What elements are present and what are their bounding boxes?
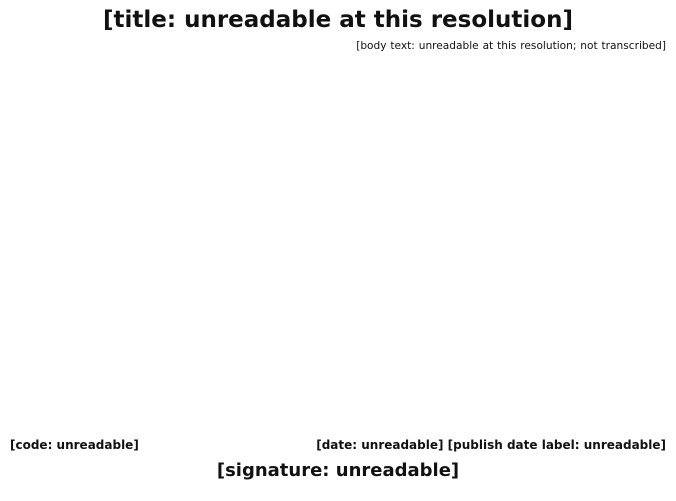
publication-date-value: [date: unreadable] xyxy=(316,438,444,452)
notice-code: [code: unreadable] xyxy=(10,438,139,452)
publication-date xyxy=(316,438,666,452)
notice-footer xyxy=(10,434,666,494)
publication-row xyxy=(10,434,666,456)
notice-title: [title: unreadable at this resolution] xyxy=(103,7,573,33)
signature-line: [signature: unreadable] xyxy=(216,460,460,481)
notice-body: [body text: unreadable at this resolution; not transcribed] xyxy=(356,40,666,52)
publication-date-label: [publish date label: unreadable] xyxy=(447,438,666,452)
